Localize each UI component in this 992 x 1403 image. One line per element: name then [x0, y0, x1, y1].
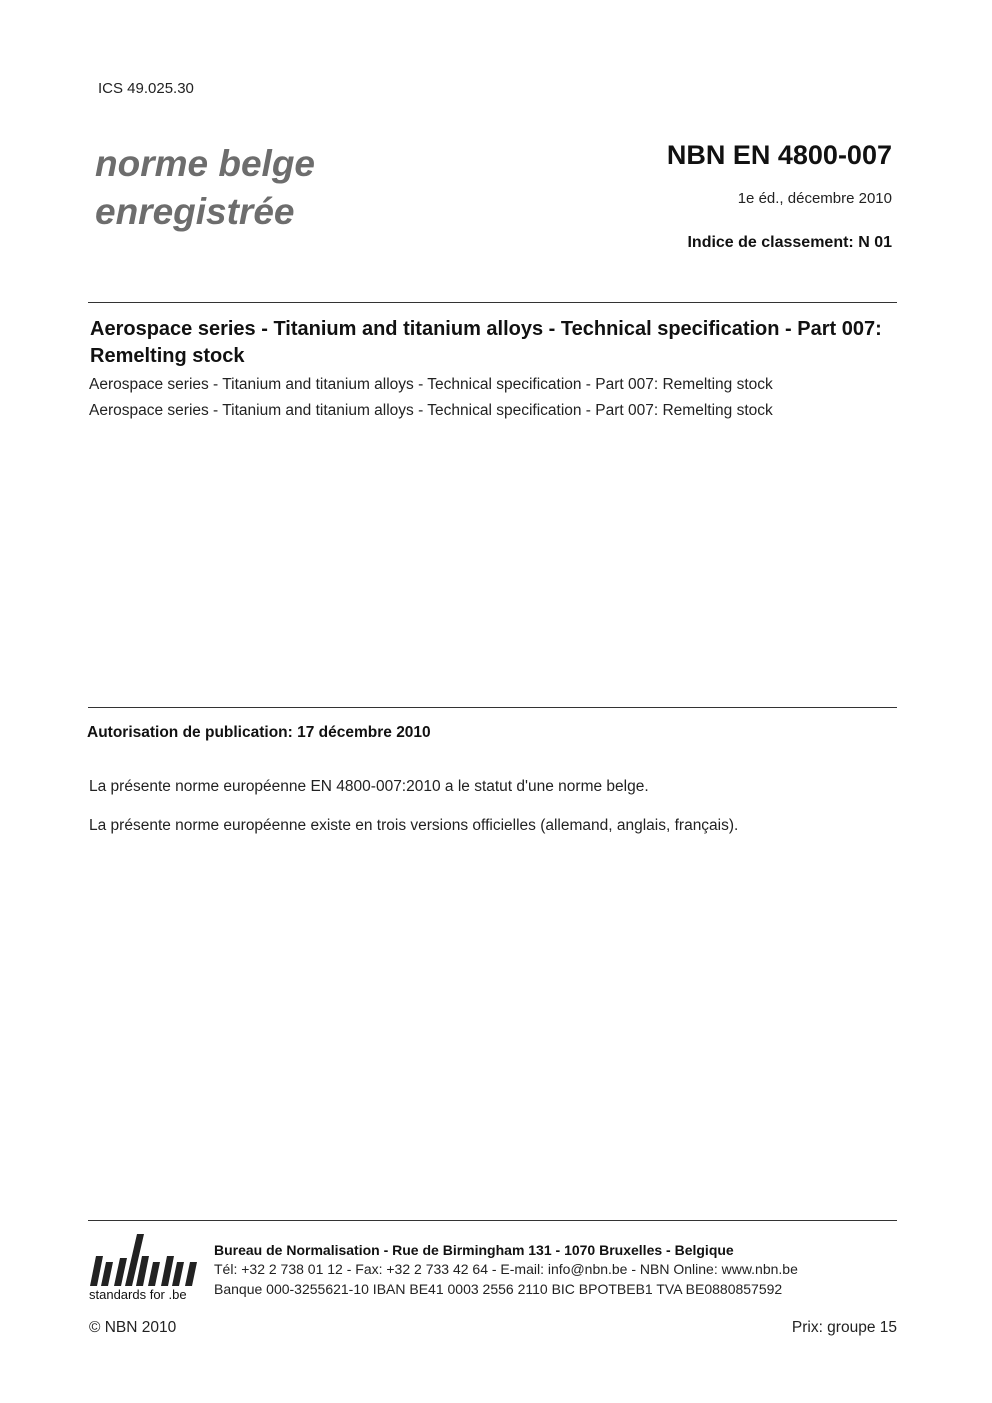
footer-bank-details: Banque 000-3255621-10 IBAN BE41 0003 2556 2110 BIC BPOTBEB1 TVA BE0880857592	[214, 1281, 783, 1297]
ics-code: ICS 49.025.30	[98, 80, 194, 97]
publication-authorisation: Autorisation de publication: 17 décembre 2010	[87, 724, 431, 741]
divider-top	[88, 302, 897, 303]
document-title-alt-2: Aerospace series - Titanium and titanium alloys - Technical specification - Part 007: Remelting stock	[89, 402, 773, 419]
copyright: © NBN 2010	[89, 1319, 177, 1336]
standard-number: NBN EN 4800-007	[666, 140, 892, 170]
footer-address: Bureau de Normalisation - Rue de Birmingham 131 - 1070 Bruxelles - Belgique	[214, 1242, 734, 1258]
footer-contact: Tél: +32 2 738 01 12 - Fax: +32 2 733 42 64 - E-mail: info@nbn.be - NBN Online: www.nbn.be	[214, 1261, 798, 1277]
versions-paragraph: La présente norme européenne existe en trois versions officielles (allemand, anglais, français).	[89, 817, 739, 834]
document-title: Aerospace series - Titanium and titanium alloys - Technical specification - Part 007: Remelting stock	[90, 318, 882, 367]
edition-date: 1e éd., décembre 2010	[737, 190, 892, 207]
document-title-alt-1: Aerospace series - Titanium and titanium alloys - Technical specification - Part 007: Remelting stock	[89, 376, 773, 393]
nbn-logo-icon	[88, 1232, 203, 1288]
brand-line-1: norme belge	[95, 143, 315, 184]
classification-index: Indice de classement: N 01	[687, 234, 892, 251]
status-paragraph: La présente norme européenne EN 4800-007:2010 a le statut d'une norme belge.	[89, 778, 649, 795]
price-group: Prix: groupe 15	[791, 1319, 897, 1336]
brand-heading	[95, 140, 495, 236]
divider-footer	[88, 1220, 897, 1221]
logo-tagline: standards for .be	[89, 1287, 187, 1302]
brand-line-2: enregistrée	[95, 191, 295, 232]
divider-middle	[88, 707, 897, 708]
